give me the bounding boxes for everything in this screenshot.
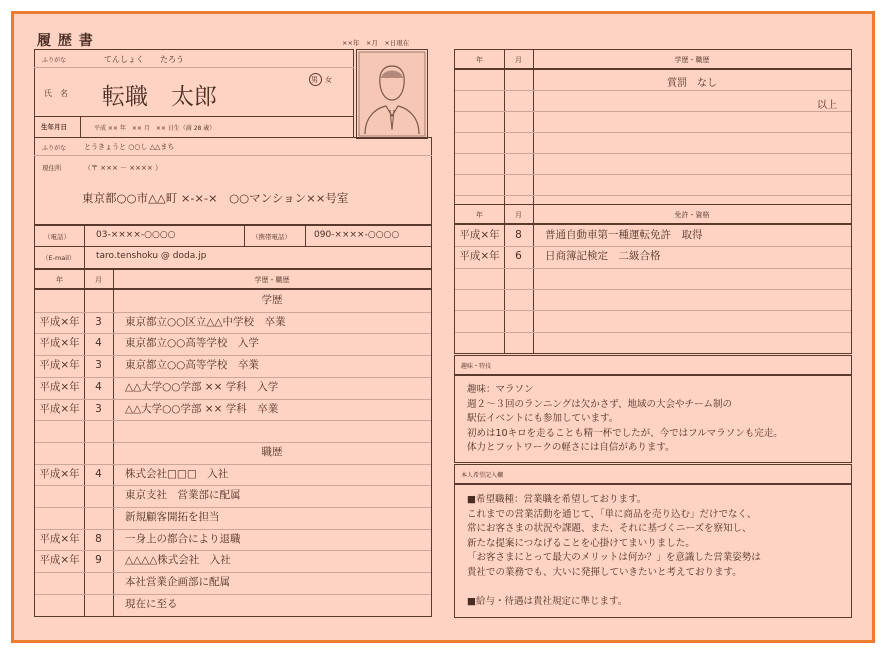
address-furigana-label: ふりがな [42, 145, 67, 152]
license-col-content: 免許・資格 [674, 211, 710, 219]
history-table [34, 269, 432, 617]
address-label: 現住所 [42, 164, 62, 172]
row-year: 平成×年 [39, 315, 80, 328]
row-month: 4 [95, 380, 102, 393]
row-text: 現在に至る [125, 597, 178, 610]
wishes-label: 本人希望記入欄 [461, 472, 504, 479]
text-line: 初めは10キロを走ることも精一杯でしたが、今ではフルマラソンも完走。 [467, 427, 783, 439]
resume-title: 履 歴 書 [37, 33, 94, 49]
row-year: 平成×年 [39, 359, 80, 372]
address-furigana-value: とうきょうと ○○し △△まち [84, 143, 175, 151]
table-row [35, 485, 431, 507]
address-value: 東京都○○市△△町 ×-×-× ○○マンション××号室 [82, 191, 349, 205]
row-text: △△△△株式会社 入社 [125, 554, 231, 567]
row-year: 平成×年 [39, 380, 80, 393]
mobile-label: （携帯電話） [252, 233, 291, 241]
history-col-month: 月 [95, 276, 102, 284]
row-text: △△大学○○学部 ×× 学科 入学 [125, 380, 279, 393]
birth-label: 生年月日 [41, 123, 67, 131]
hobbies-label: 趣味・特技 [461, 363, 492, 370]
table-row [35, 529, 431, 551]
license-col-month: 月 [515, 211, 522, 219]
gender-value: 男・女 [311, 76, 332, 84]
row-text: 本社営業企画部に配属 [125, 576, 230, 589]
table-row [35, 312, 431, 334]
text-line: 常にお客さまの状況や課題、また、それに基づくニーズを察知し、 [467, 523, 752, 534]
furigana-label: ふりがな [42, 57, 67, 64]
text-line: 貴社での業務でも、大いに発揮していきたいと考えております。 [467, 566, 742, 578]
license-col-year: 年 [476, 211, 483, 219]
birth-value: 平成 ×× 年 ×× 月 ×× 日生（満 28 歳） [94, 125, 216, 132]
row-month: 4 [95, 467, 102, 480]
table-row [35, 507, 431, 529]
text-line: ■給与・待遇は貴社規定に準じます。 [467, 595, 628, 607]
table-row [35, 420, 431, 442]
text-line [467, 580, 761, 595]
row-text: 株式会社□□□ 入社 [125, 467, 229, 480]
history-col-content: 学歴・職歴 [254, 276, 290, 284]
row-year: 平成×年 [39, 554, 80, 567]
table-row [35, 464, 431, 486]
table-row [35, 333, 431, 355]
email-label: （E-mail） [42, 254, 76, 262]
table-row [455, 268, 851, 289]
hobbies-text [467, 383, 783, 456]
table-row [35, 399, 431, 421]
table-row [455, 332, 851, 353]
wishes-text [467, 493, 761, 609]
email-value: taro.tenshoku @ doda.jp [96, 251, 207, 261]
awards-value: 賞罰 なし [667, 78, 717, 89]
text-line: 体力とフットワークの軽さには自信があります。 [467, 442, 675, 453]
license-table [454, 204, 852, 354]
row-year: 平成×年 [39, 467, 80, 480]
license-rows [455, 225, 851, 353]
history-col-year: 年 [56, 276, 63, 284]
row-text: 東京支社 営業部に配属 [125, 489, 241, 502]
text-line: 駅伝イベントにも参加しています。 [467, 413, 619, 424]
row-month: 9 [95, 554, 102, 567]
row-month: 4 [95, 337, 102, 350]
table-row [35, 355, 431, 377]
gender-circle-male [309, 73, 322, 86]
awards-col-content: 学歴・職歴 [674, 56, 710, 64]
date-as-of: ××年 ×月 ×日現在 [342, 39, 410, 47]
row-month: 8 [515, 229, 522, 241]
row-year: 平成×年 [39, 532, 80, 545]
text-line: 「お客さまにとって最大のメリットは何か？」を意識した営業姿勢は [467, 552, 761, 563]
row-text: 学歴 [261, 294, 283, 306]
row-month: 3 [95, 359, 102, 372]
name-label: 氏 名 [44, 89, 68, 98]
table-row [35, 377, 431, 399]
row-month: 3 [95, 315, 102, 328]
end-mark: 以上 [817, 100, 837, 111]
row-year: 平成×年 [459, 250, 500, 263]
table-row [455, 310, 851, 331]
photo-frame [356, 49, 428, 139]
row-text: 一身上の都合により退職 [125, 532, 241, 545]
row-text: 職歴 [261, 445, 283, 458]
history-rows [35, 290, 431, 616]
row-text: 東京都立○○高等学校 卒業 [125, 359, 259, 372]
text-line: ■希望職種：営業職を希望しております。 [467, 494, 647, 505]
awards-col-month: 月 [515, 56, 522, 64]
row-year: 平成×年 [39, 337, 80, 350]
row-text: △△大学○○学部 ×× 学科 卒業 [125, 402, 279, 415]
text-line: 週２～３回のランニングは欠かさず、地域の大会やチーム制の [467, 398, 733, 410]
mobile-value: 090-××××-○○○○ [314, 230, 400, 240]
row-month: 3 [95, 402, 102, 415]
row-year: 平成×年 [39, 402, 80, 415]
text-line: これまでの営業活動を通じて、「単に商品を売り込む」だけでなく、 [467, 508, 757, 520]
table-row [35, 572, 431, 594]
table-row [35, 442, 431, 464]
row-month: 6 [515, 250, 522, 263]
phone-value: 03-××××-○○○○ [96, 230, 176, 240]
phone-label: （電話） [44, 233, 70, 241]
name-value: 転職 太郎 [102, 84, 217, 110]
row-text: 日商簿記検定 二級合格 [545, 250, 661, 263]
row-month: 8 [95, 532, 102, 545]
person-silhouette-icon [357, 50, 427, 138]
text-line: 趣味：マラソン [467, 384, 534, 395]
table-row [35, 550, 431, 572]
table-row [35, 594, 431, 616]
postal-code: （〒 ××× － ×××× ） [84, 164, 162, 172]
text-line: 新たな提案につなげることを心掛けてまいりました。 [467, 537, 695, 549]
awards-table [454, 49, 852, 205]
row-text: 普通自動車第一種運転免許 取得 [545, 229, 703, 241]
table-row [455, 225, 851, 246]
row-year: 平成×年 [459, 229, 500, 241]
row-text: 東京都立○○区立△△中学校 卒業 [125, 315, 286, 328]
table-row [455, 289, 851, 310]
wishes-block [454, 464, 852, 618]
table-row [455, 246, 851, 267]
awards-col-year: 年 [476, 56, 483, 64]
row-text: 新規顧客開拓を担当 [125, 511, 220, 523]
row-text: 東京都立○○高等学校 入学 [125, 337, 259, 350]
furigana-value: てんしょく たろう [104, 55, 184, 64]
table-row [35, 290, 431, 312]
hobbies-block [454, 355, 852, 463]
